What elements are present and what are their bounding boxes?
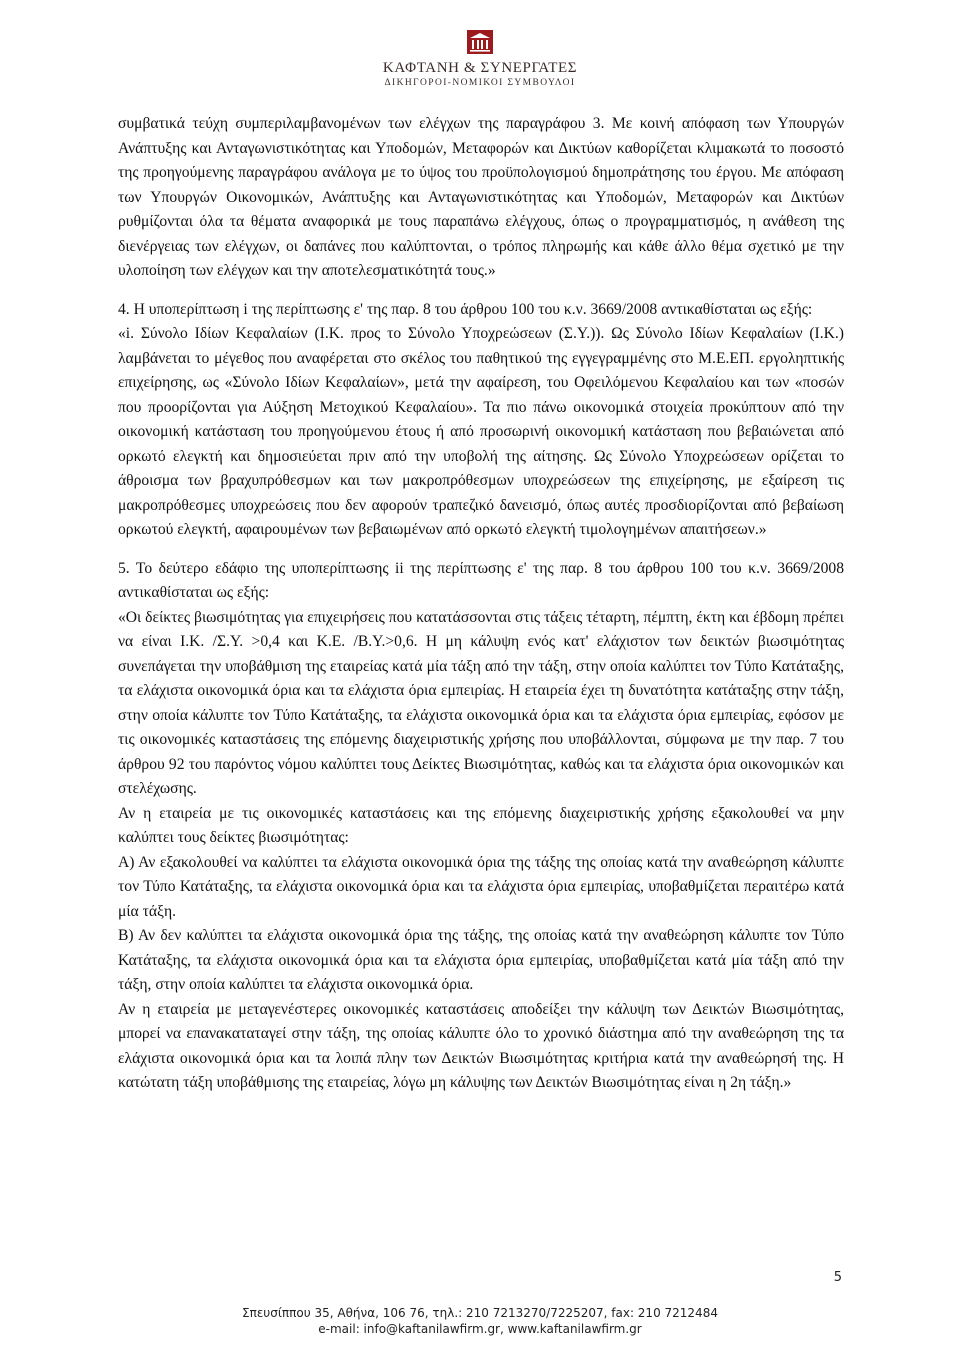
page-number: 5 <box>833 1270 842 1285</box>
paragraph: 4. Η υποπερίπτωση i της περίπτωσης ε' της παρ. 8 του άρθρου 100 του κ.ν. 3669/2008 αντικαθίσταται ως εξής: <box>118 300 813 318</box>
paragraph: συμβατικά τεύχη συμπεριλαμβανομένων των ελέγχων της παραγράφου 3. Με κοινή απόφαση των Υπουργών Ανάπτυξης και Ανταγωνιστικότητας και Υποδομών, Μεταφορών και Δικτύων καθορίζεται κλιμακωτά το ποσοστό της προηγούμενης παραγράφου ανάλογα με το ύψος του προϋπολογισμού δημοπράτησης του έργου. Με απόφαση των Υπουργών Οικονομικών, Ανάπτυξης και Ανταγωνιστικότητας και Υποδομών, Μεταφορών και Δικτύων ρυθμίζονται όλα τα θέματα αναφορικά με τους παραπάνω ελέγχους, όπως ο προγραμματισμός, η ανάθεση της διενέργειας των ελέγχων, οι δαπάνες που καλύπτονται, ο τρόπος πληρωμής και κάθε άλλο θέμα σχετικό με την υλοποίηση των ελέγχων και την αποτελεσματικότητά τους.» <box>118 115 844 279</box>
paragraph: Αν η εταιρεία με μεταγενέστερες οικονομικές καταστάσεις αποδείξει την κάλυψη των Δεικτών Βιωσιμότητας, μπορεί να επανακαταταγεί στην τάξη, της οποίας κάλυπτε όλο το χρονικό διάστημα από την αναθεώρηση της τα ελάχιστα οικονομικά όρια και τα λοιπά πλην των Δεικτών Βιωσιμότητας κριτήρια κατά την αναθεώρησή της. Η κατώτατη τάξη υποβάθμισης της εταιρείας, λόγω μη κάλυψης των Δεικτών Βιωσιμότητας είναι η 2η τάξη.» <box>118 1000 844 1091</box>
document-body <box>118 112 844 1096</box>
columns-logo-icon <box>467 30 493 54</box>
footer-contact: e-mail: info@kaftanilawfirm.gr, www.kaftanilawfirm.gr <box>318 1322 642 1336</box>
paragraph: «Οι δείκτες βιωσιμότητας για επιχειρήσεις που κατατάσσονται στις τάξεις τέταρτη, πέμπτη, έκτη και έβδομη πρέπει να είναι Ι.Κ. /Σ.Υ. >0,4 και Κ.Ε. /Β.Υ.>0,6. Η μη κάλυψη ενός κατ' ελάχιστον των δεικτών βιωσιμότητας συνεπάγεται την υποβάθμιση της εταιρείας κατά μία τάξη από την τάξη, στην οποία καλύπτει τον Τύπο Κατάταξης, τα ελάχιστα οικονομικά όρια και τα ελάχιστα όρια εμπειρίας. Η εταιρεία έχει τη δυνατότητα κατάταξης στην τάξη, στην οποία κάλυπτε τον Τύπο Κατάταξης, τα ελάχιστα οικονομικά όρια και τα ελάχιστα όρια εμπειρίας, εφόσον με τις οικονομικές καταστάσεις της επόμενης διαχειριστικής χρήσης που υποβάλλονται, σύμφωνα με την παρ. 7 του άρθρου 92 του παρόντος νόμου καλύπτει τους Δείκτες Βιωσιμότητας, καθώς και τα ελάχιστα όρια οικονομικών και στελέχωσης. <box>118 608 844 797</box>
footer-address: Σπευσίππου 35, Αθήνα, 106 76, τηλ.: 210 7213270/7225207, fax: 210 7212484 <box>242 1306 718 1320</box>
firm-subtitle: ΔΙΚΗΓΟΡΟΙ-ΝΟΜΙΚΟΙ ΣΥΜΒΟΥΛΟΙ <box>384 78 576 88</box>
paragraph: «i. Σύνολο Ιδίων Κεφαλαίων (Ι.Κ. προς το Σύνολο Υποχρεώσεων (Σ.Υ.)). Ως Σύνολο Ιδίων Κεφαλαίων (Ι.Κ.) λαμβάνεται το μέγεθος που αναφέρεται στο σκέλος του παθητικού της εγγεγραμμένης στο Μ.Ε.ΕΠ. εργοληπτικής επιχείρησης, ως «Σύνολο Ιδίων Κεφαλαίων», μετά την αφαίρεση, του Οφειλόμενου Κεφαλαίου και των «ποσών που προορίζονται για Αύξηση Μετοχικού Κεφαλαίου». Τα πιο πάνω οικονομικά στοιχεία προκύπτουν από την οικονομική κατάσταση του προηγούμενου έτους ή από προσωρινή οικονομική κατάσταση που βεβαιώνεται από ορκωτό ελεγκτή και δημοσιεύεται πριν από την υποβολή της αίτησης. Ως Σύνολο Υποχρεώσεων ορίζεται το άθροισμα των βραχυπρόθεσμων και των μακροπρόθεσμων υποχρεώσεων της επιχείρησης, με εξαίρεση τις μακροπρόθεσμες υποχρεώσεις που δεν αφορούν τραπεζικό δανεισμό, όπως αυτές προσδιορίζονται από βεβαίωση ορκωτού ελεγκτή, αφαιρουμένων των βεβαιωμένων από ορκωτό ελεγκτή τιμολογημένων απαιτήσεων.» <box>118 325 844 538</box>
firm-name: ΚΑΦΤΑΝΗ & ΣΥΝΕΡΓΑΤΕΣ <box>382 60 578 76</box>
firm-logo <box>0 30 960 88</box>
paragraph: Α) Αν εξακολουθεί να καλύπτει τα ελάχιστα οικονομικά όρια της τάξης της οποίας κατά την αναθεώρηση κάλυπτε τον Τύπο Κατάταξης, τα ελάχιστα οικονομικά όρια και τα ελάχιστα όρια εμπειρίας, υποβαθμίζεται περαιτέρω κατά μία τάξη. <box>118 853 844 920</box>
paragraph: Αν η εταιρεία με τις οικονομικές καταστάσεις και της επόμενης διαχειριστικής χρήσης εξακολουθεί να μην καλύπτει τους δείκτες βιωσιμότητας: <box>118 804 844 846</box>
footer <box>0 1305 960 1337</box>
paragraph: 5. Το δεύτερο εδάφιο της υποπερίπτωσης ii της περίπτωσης ε' της παρ. 8 του άρθρου 100 του κ.ν. 3669/2008 αντικαθίσταται ως εξής: <box>118 559 844 601</box>
paragraph: Β) Αν δεν καλύπτει τα ελάχιστα οικονομικά όρια της τάξης, της οποίας κατά την αναθεώρηση κάλυπτε τον Τύπο Κατάταξης, τα ελάχιστα οικονομικά όρια και τα ελάχιστα όρια εμπειρίας, υποβαθμίζεται κατά μία τάξη από την τάξη, στην οποία καλύπτει τα ελάχιστα οικονομικά όρια. <box>118 927 844 993</box>
